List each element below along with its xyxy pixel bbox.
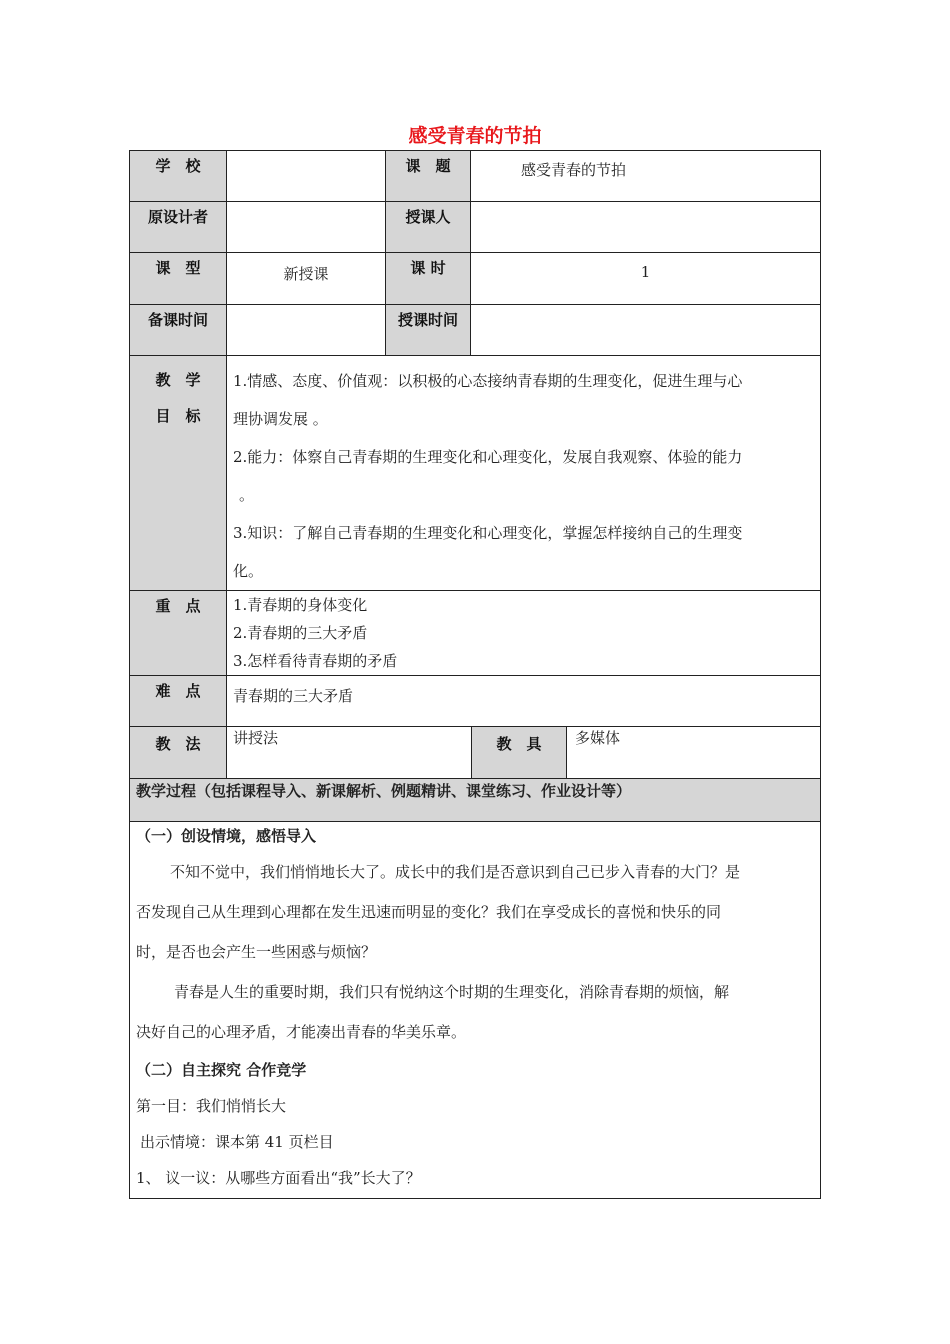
teacher-value [470, 202, 820, 252]
key-point-item: 2.青春期的三大矛盾 [233, 624, 368, 642]
intro-paragraph-1 [136, 848, 814, 972]
paragraph-line: 时，是否也会产生一些困惑与烦恼？ [136, 943, 377, 961]
school-value [226, 151, 385, 201]
teach-time-label: 授课时间 [385, 305, 470, 355]
objectives-label-line1: 教 学 [155, 371, 201, 389]
intro-paragraph-2 [136, 972, 814, 1052]
objective-line: 化。 [233, 562, 264, 580]
key-points-label: 重 点 [130, 591, 226, 675]
section-title: （一）创设情境，感悟导入 [136, 827, 317, 845]
process-content [130, 822, 820, 1196]
key-point-item: 3.怎样看待青春期的矛盾 [233, 652, 398, 670]
difficulty-label: 难 点 [130, 676, 226, 726]
type-label: 课 型 [130, 253, 226, 304]
row-process-body [129, 821, 821, 1199]
objective-line: 。 [239, 486, 255, 504]
prep-time-value [226, 305, 385, 355]
teacher-label: 授课人 [385, 202, 470, 252]
method-value: 讲授法 [226, 727, 471, 778]
row-objectives [129, 355, 821, 590]
designer-value [226, 202, 385, 252]
process-item: 出示情境：课本第 41 页栏目 [140, 1133, 334, 1151]
type-value: 新授课 [226, 253, 385, 304]
process-item: 第一目：我们悄悄长大 [136, 1097, 287, 1115]
tools-value: 多媒体 [566, 727, 820, 778]
row-times [129, 304, 821, 355]
objectives-label [130, 356, 226, 590]
paragraph-line: 青春是人生的重要时期，我们只有悦纳这个时期的生理变化，消除青春期的烦恼，解 [174, 983, 730, 1001]
lesson-plan-table [129, 150, 821, 1199]
objectives-content [226, 356, 820, 590]
paragraph-line: 否发现自己从生理到心理都在发生迅速而明显的变化？我们在享受成长的喜悦和快乐的同 [136, 903, 722, 921]
paragraph-line: 不知不觉中，我们悄悄地长大了。成长中的我们是否意识到自己已步入青春的大门？是 [170, 863, 741, 881]
section-title: （二）自主探究 合作竞学 [136, 1061, 307, 1079]
objective-line: 1.情感、态度、价值观：以积极的心态接纳青春期的生理变化，促进生理与心 [233, 372, 743, 390]
topic-label: 课 题 [385, 151, 470, 201]
objectives-label-line2: 目 标 [155, 407, 201, 425]
objective-line: 2.能力：体察自己青春期的生理变化和心理变化，发展自我观察、体验的能力 [233, 448, 743, 466]
prep-time-label: 备课时间 [130, 305, 226, 355]
paragraph-line: 决好自己的心理矛盾，才能凑出青春的华美乐章。 [136, 1023, 467, 1041]
designer-label: 原设计者 [130, 202, 226, 252]
row-school [129, 150, 821, 201]
row-process-header [129, 778, 821, 821]
objective-line: 3.知识：了解自己青春期的生理变化和心理变化，掌握怎样接纳自己的生理变 [233, 524, 743, 542]
key-points-content [226, 591, 820, 675]
row-difficulty [129, 675, 821, 726]
objective-line: 理协调发展 。 [233, 410, 328, 428]
row-method [129, 726, 821, 778]
process-item: 1、 议一议：从哪些方面看出“我”长大了？ [136, 1169, 421, 1187]
school-label: 学 校 [130, 151, 226, 201]
method-label: 教 法 [130, 727, 226, 778]
row-key-points [129, 590, 821, 675]
key-point-item: 1.青春期的身体变化 [233, 596, 368, 614]
row-type [129, 252, 821, 304]
hours-value: 1 [470, 253, 820, 304]
difficulty-value: 青春期的三大矛盾 [226, 676, 820, 726]
teach-time-value [470, 305, 820, 355]
row-designer [129, 201, 821, 252]
page-title: 感受青春的节拍 [408, 125, 542, 147]
hours-label: 课 时 [385, 253, 470, 304]
tools-label: 教 具 [471, 727, 566, 778]
topic-value: 感受青春的节拍 [470, 151, 820, 201]
process-header: 教学过程（包括课程导入、新课解析、例题精讲、课堂练习、作业设计等） [136, 782, 632, 800]
